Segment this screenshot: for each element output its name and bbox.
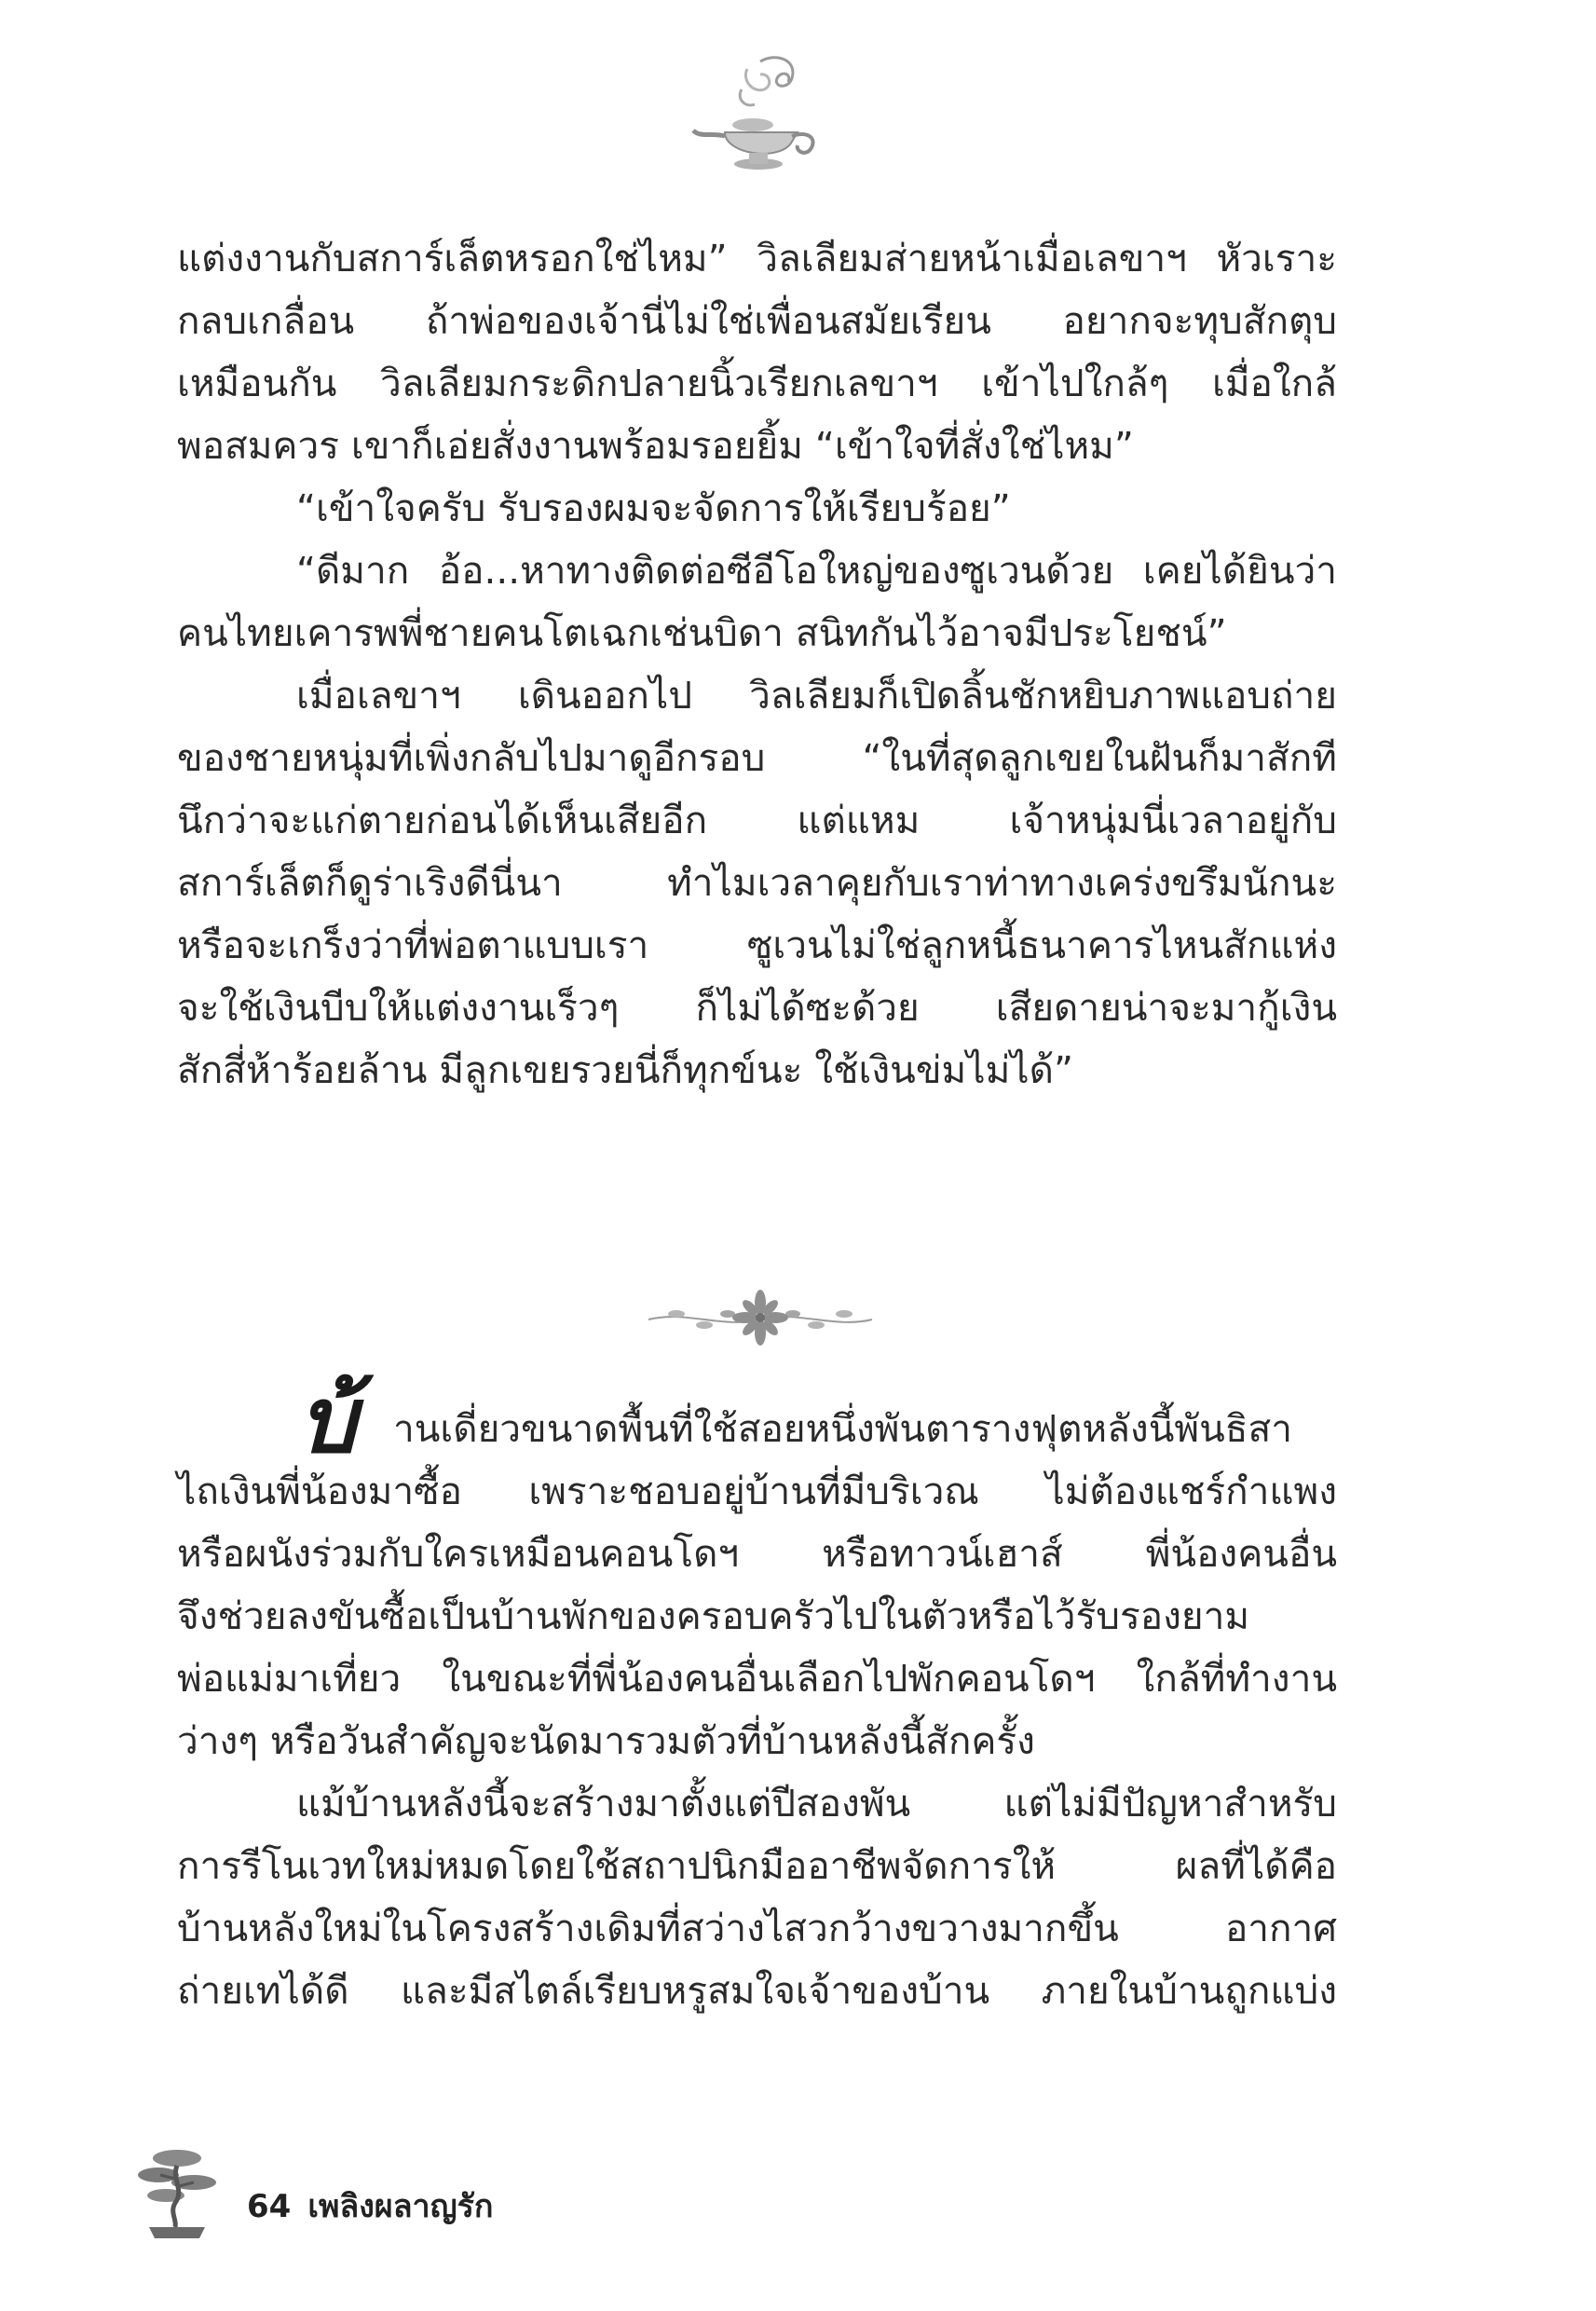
text-line: เมื่อเลขาฯ เดินออกไป วิลเลียมก็เปิดลิ้นชักหยิบภาพแอบถ่าย xyxy=(296,673,1337,718)
text-line: สักสี่ห้าร้อยล้าน มีลูกเขยรวยนี่ก็ทุกข์นะ ใช้เงินข่มไม่ได้” xyxy=(177,1047,1073,1092)
text-line: จะใช้เงินบีบให้แต่งงานเร็วๆ ก็ไม่ได้ซะด้วย เสียดายน่าจะมากู้เงิน xyxy=(177,985,1337,1030)
book-title: เพลิงผลาญรัก xyxy=(307,2188,494,2225)
text-line: พ่อแม่มาเที่ยว ในขณะที่พี่น้องคนอื่นเลือกไปพักคอนโดฯ ใกล้ที่ทำงาน xyxy=(177,1656,1337,1701)
first-line xyxy=(177,1367,1337,1474)
teapot-ornament-icon xyxy=(688,52,827,178)
drop-cap: บ้ xyxy=(298,1367,357,1474)
text-line: านเดี่ยวขนาดพื้นที่ใช้สอยหนึ่งพันตารางฟุตหลังนี้พันธิสา xyxy=(393,1406,1292,1451)
text-line: ว่างๆ หรือวันสำคัญจะนัดมารวมตัวที่บ้านหลังนี้สักครั้ง xyxy=(177,1718,1035,1763)
text-line: แม้บ้านหลังนี้จะสร้างมาตั้งแต่ปีสองพัน แต่ไม่มีปัญหาสำหรับ xyxy=(296,1781,1337,1826)
text-line: จึงช่วยลงขันซื้อเป็นบ้านพักของครอบครัวไปในตัวหรือไว้รับรองยาม xyxy=(177,1593,1250,1638)
page-footer xyxy=(130,2141,689,2244)
text-line: นึกว่าจะแก่ตายก่อนได้เห็นเสียอีก แต่แหม เจ้าหนุ่มนี่เวลาอยู่กับ xyxy=(177,798,1337,842)
footer-text xyxy=(247,2181,510,2231)
text-line: เหมือนกัน วิลเลียมกระดิกปลายนิ้วเรียกเลขาฯ เข้าไปใกล้ๆ เมื่อใกล้ xyxy=(177,361,1337,405)
floral-divider-icon xyxy=(639,1286,881,1351)
text-line: การรีโนเวทใหม่หมดโดยใช้สถาปนิกมืออาชีพจัดการให้ ผลที่ได้คือ xyxy=(177,1843,1337,1888)
text-line: ถ่ายเทได้ดี และมีสไตล์เรียบหรูสมใจเจ้าของบ้าน ภายในบ้านถูกแบ่ง xyxy=(177,1968,1337,2013)
text-line: หรือจะเกร็งว่าที่พ่อตาแบบเรา ซูเวนไม่ใช่ลูกหนี้ธนาคารไหนสักแห่ง xyxy=(177,923,1337,967)
text-line: สการ์เล็ตก็ดูร่าเริงดีนี่นา ทำไมเวลาคุยกับเราท่าทางเคร่งขรึมนักนะ xyxy=(177,860,1337,905)
text-line: บ้านหลังใหม่ในโครงสร้างเดิมที่สว่างไสวกว้างขวางมากขึ้น อากาศ xyxy=(177,1906,1337,1950)
text-line: “ดีมาก อ้อ...หาทางติดต่อซีอีโอใหญ่ของซูเวนด้วย เคยได้ยินว่า xyxy=(296,548,1337,593)
text-line: หรือผนังร่วมกับใครเหมือนคอนโดฯ หรือทาวน์เฮาส์ พี่น้องคนอื่น xyxy=(177,1531,1337,1576)
text-line: คนไทยเคารพพี่ชายคนโตเฉกเช่นบิดา สนิทกันไว้อาจมีประโยชน์” xyxy=(177,610,1227,655)
text-line: กลบเกลื่อน ถ้าพ่อของเจ้านี่ไม่ใช่เพื่อนสมัยเรียน อยากจะทุบสักตุบ xyxy=(177,298,1337,343)
text-line: ของชายหนุ่มที่เพิ่งกลับไปมาดูอีกรอบ “ในที่สุดลูกเขยในฝันก็มาสักที xyxy=(177,735,1337,780)
page-number: 64 xyxy=(247,2188,292,2225)
bonsai-tree-icon xyxy=(130,2141,224,2244)
section-2-paragraphs xyxy=(177,1367,1337,2022)
text-line: “เข้าใจครับ รับรองผมจะจัดการให้เรียบร้อย” xyxy=(296,485,1011,530)
text-line: พอสมควร เขาก็เอ่ยสั่งงานพร้อมรอยยิ้ม “เข้าใจที่สั่งใช่ไหม” xyxy=(177,423,1134,468)
text-line: ไถเงินพี่น้องมาซื้อ เพราะชอบอยู่บ้านที่มีบริเวณ ไม่ต้องแชร์กำแพง xyxy=(177,1469,1337,1513)
text-line: แต่งงานกับสการ์เล็ตหรอกใช่ไหม” วิลเลียมส่ายหน้าเมื่อเลขาฯ หัวเราะ xyxy=(177,236,1337,280)
section-1-paragraphs xyxy=(177,227,1337,1101)
